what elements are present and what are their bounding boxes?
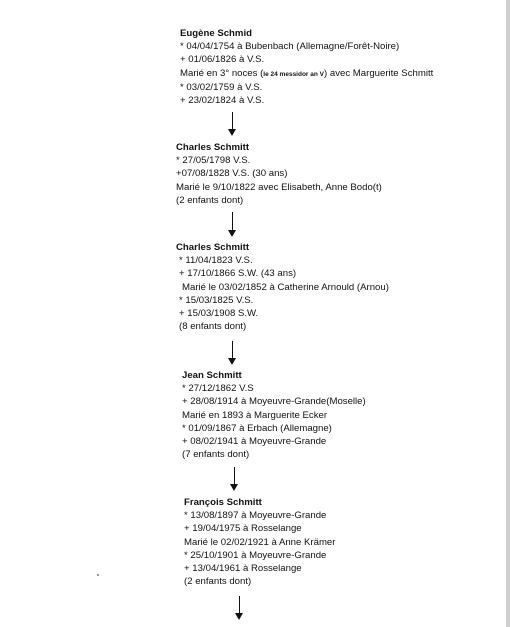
record-line: * 15/03/1825 V.S. bbox=[179, 294, 254, 306]
arrow-head-icon bbox=[228, 129, 236, 136]
scan-speck bbox=[97, 574, 99, 576]
record-line: * 03/02/1759 à V.S. bbox=[180, 81, 263, 93]
record-line: + 15/03/1908 S.W. bbox=[179, 308, 259, 320]
record-line: * 27/12/1862 V.S bbox=[182, 383, 254, 395]
record-line: * 01/09/1867 à Erbach (Allemagne) bbox=[182, 422, 332, 434]
record-line: * 13/08/1897 à Moyeuvre-Grande bbox=[184, 510, 327, 522]
descent-arrow bbox=[235, 596, 245, 620]
record-line: * 04/04/1754 à Bubenbach (Allemagne/Forêt-Noire) bbox=[180, 41, 400, 53]
person-name: Eugène Schmid bbox=[180, 28, 252, 39]
record-line: Marié en 1893 à Marguerite Ecker bbox=[182, 409, 328, 421]
record-line: (8 enfants dont) bbox=[179, 321, 247, 333]
arrow-head-icon bbox=[228, 230, 236, 237]
record-line: + 01/06/1826 à V.S. bbox=[180, 54, 265, 66]
person-name: Charles Schmitt bbox=[176, 242, 250, 253]
generation-entry bbox=[182, 369, 366, 461]
marriage-date-note: le 24 messidor an V bbox=[263, 70, 324, 78]
record-line: + 17/10/1866 S.W. (43 ans) bbox=[179, 268, 297, 280]
generation-entry bbox=[184, 496, 335, 588]
record-line: Marié le 9/10/1822 avec Elisabeth, Anne Bodo(t) bbox=[176, 181, 382, 193]
record-line: + 08/02/1941 à Moyeuvre-Grande bbox=[182, 436, 327, 448]
person-name: François Schmitt bbox=[184, 497, 262, 508]
arrow-head-icon bbox=[230, 484, 238, 491]
record-line: * 27/05/1798 V.S. bbox=[176, 155, 251, 167]
generation-entry bbox=[180, 27, 433, 107]
descent-arrow bbox=[228, 212, 238, 237]
record-line: (2 enfants dont) bbox=[184, 576, 252, 588]
marriage-text: Marié en 3° noces ( bbox=[180, 67, 264, 79]
marriage-text: ) avec Marguerite Schmitt bbox=[324, 67, 434, 79]
record-line: (2 enfants dont) bbox=[176, 194, 244, 206]
page-edge bbox=[506, 0, 510, 627]
arrow-head-icon bbox=[228, 358, 236, 365]
record-line: + 23/02/1824 à V.S. bbox=[180, 95, 265, 107]
marriage-line bbox=[180, 67, 433, 81]
descent-arrow bbox=[230, 467, 240, 491]
record-line: + 19/04/1975 à Rosselange bbox=[184, 523, 302, 535]
generation-entry bbox=[176, 141, 382, 207]
record-line: Marié le 03/02/1852 à Catherine Arnould (Arnou) bbox=[182, 281, 389, 293]
person-name: Jean Schmitt bbox=[182, 370, 242, 381]
descent-arrow bbox=[228, 341, 238, 365]
record-line: +07/08/1828 V.S. (30 ans) bbox=[176, 168, 288, 180]
record-line: (7 enfants dont) bbox=[182, 449, 250, 461]
record-line: + 13/04/1961 à Rosselange bbox=[184, 563, 302, 575]
record-line: Marié le 02/02/1921 à Anne Krämer bbox=[184, 536, 336, 548]
person-name: Charles Schmitt bbox=[176, 142, 250, 153]
record-line: * 11/04/1823 V.S. bbox=[179, 255, 253, 267]
generation-entry bbox=[176, 241, 389, 333]
record-line: + 28/08/1914 à Moyeuvre-Grande(Moselle) bbox=[182, 396, 366, 408]
record-line: * 25/10/1901 à Moyeuvre-Grande bbox=[184, 549, 327, 561]
descent-arrow bbox=[228, 112, 238, 136]
arrow-head-icon bbox=[235, 613, 243, 620]
